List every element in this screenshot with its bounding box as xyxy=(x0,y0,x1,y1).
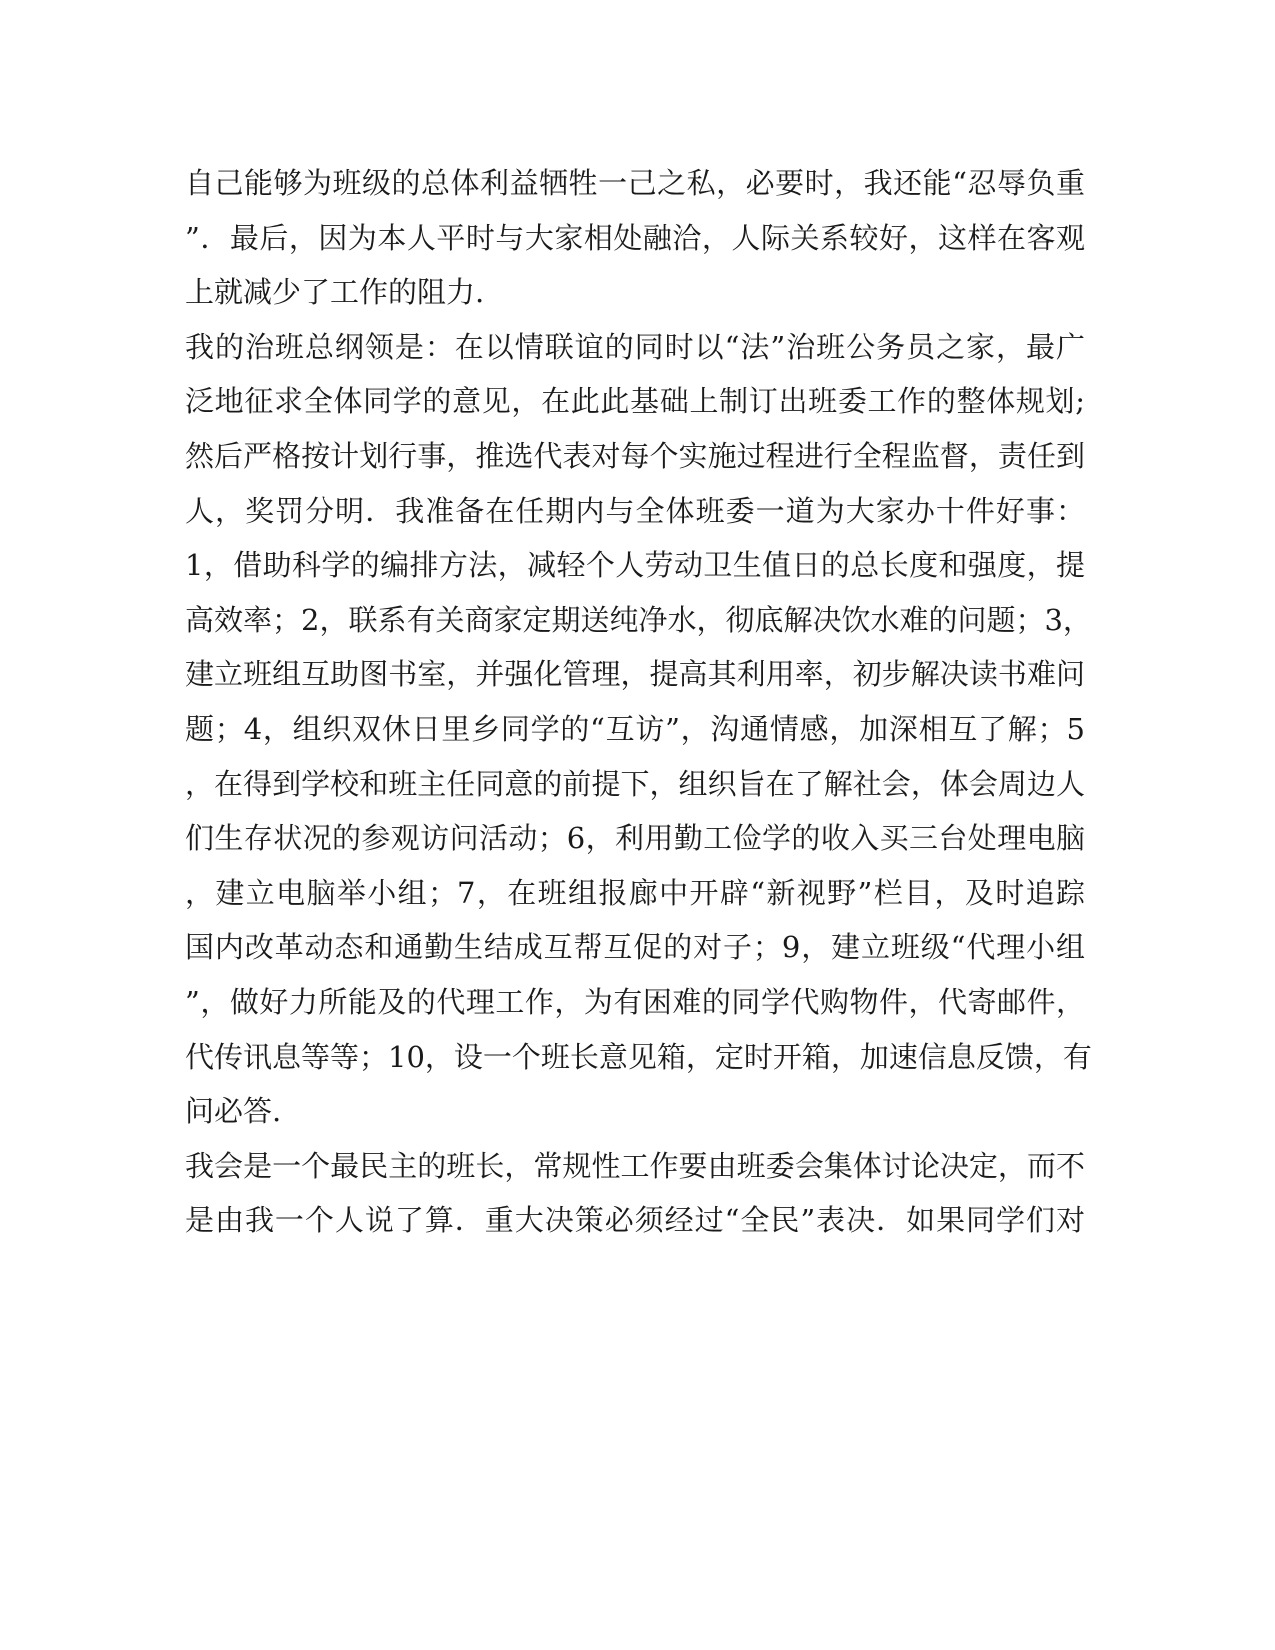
text-line-14: ，建立电脑举小组；7，在班组报廊中开辟“新视野”栏目，及时追踪 xyxy=(185,875,1085,910)
text-line-1: 自己能够为班级的总体利益牺牲一己之私，必要时，我还能“忍辱负重 xyxy=(185,166,1085,200)
text-line-19: 我会是一个最民主的班长，常规性工作要由班委会集体讨论决定，而不 xyxy=(185,1148,1085,1183)
text-line-2: ”．最后，因为本人平时与大家相处融洽，人际关系较好，这样在客观 xyxy=(185,220,1085,255)
text-line-10: 建立班组互助图书室，并强化管理，提高其利用率，初步解决读书难问 xyxy=(185,657,1085,692)
text-line-6: 然后严格按计划行事，推选代表对每个实施过程进行全程监督，责任到 xyxy=(185,438,1085,473)
text-line-18: 问必答. xyxy=(185,1094,282,1129)
text-line-5: 泛地征求全体同学的意见，在此此基础上制订出班委工作的整体规划; xyxy=(185,384,1085,419)
text-line-11: 题；4，组织双休日里乡同学的“互访”，沟通情感，加深相互了解；5 xyxy=(185,711,1085,746)
text-line-4: 我的治班总纲领是：在以情联谊的同时以“法”治班公务员之家，最广 xyxy=(185,329,1085,364)
text-line-3: 上就减少了工作的阻力. xyxy=(185,275,485,310)
text-line-12: ，在得到学校和班主任同意的前提下，组织旨在了解社会，体会周边人 xyxy=(185,766,1085,801)
text-line-16: ”，做好力所能及的代理工作，为有困难的同学代购物件，代寄邮件， xyxy=(185,984,1085,1019)
text-line-7: 人，奖罚分明．我准备在任期内与全体班委一道为大家办十件好事： xyxy=(185,493,1085,528)
text-line-17: 代传讯息等等；10，设一个班长意见箱，定时开箱，加速信息反馈，有 xyxy=(185,1039,1092,1074)
text-line-8: 1，借助科学的编排方法，减轻个人劳动卫生值日的总长度和强度，提 xyxy=(185,548,1085,583)
text-line-13: 们生存状况的参观访问活动；6，利用勤工俭学的收入买三台处理电脑 xyxy=(185,821,1085,856)
document-body xyxy=(185,156,1092,1248)
text-line-20: 是由我一个人说了算．重大决策必须经过“全民”表决．如果同学们对 xyxy=(185,1203,1085,1238)
text-line-9: 高效率；2，联系有关商家定期送纯净水，彻底解决饮水难的问题；3， xyxy=(185,602,1092,637)
text-line-15: 国内改革动态和通勤生结成互帮互促的对子；9，建立班级“代理小组 xyxy=(185,930,1085,965)
